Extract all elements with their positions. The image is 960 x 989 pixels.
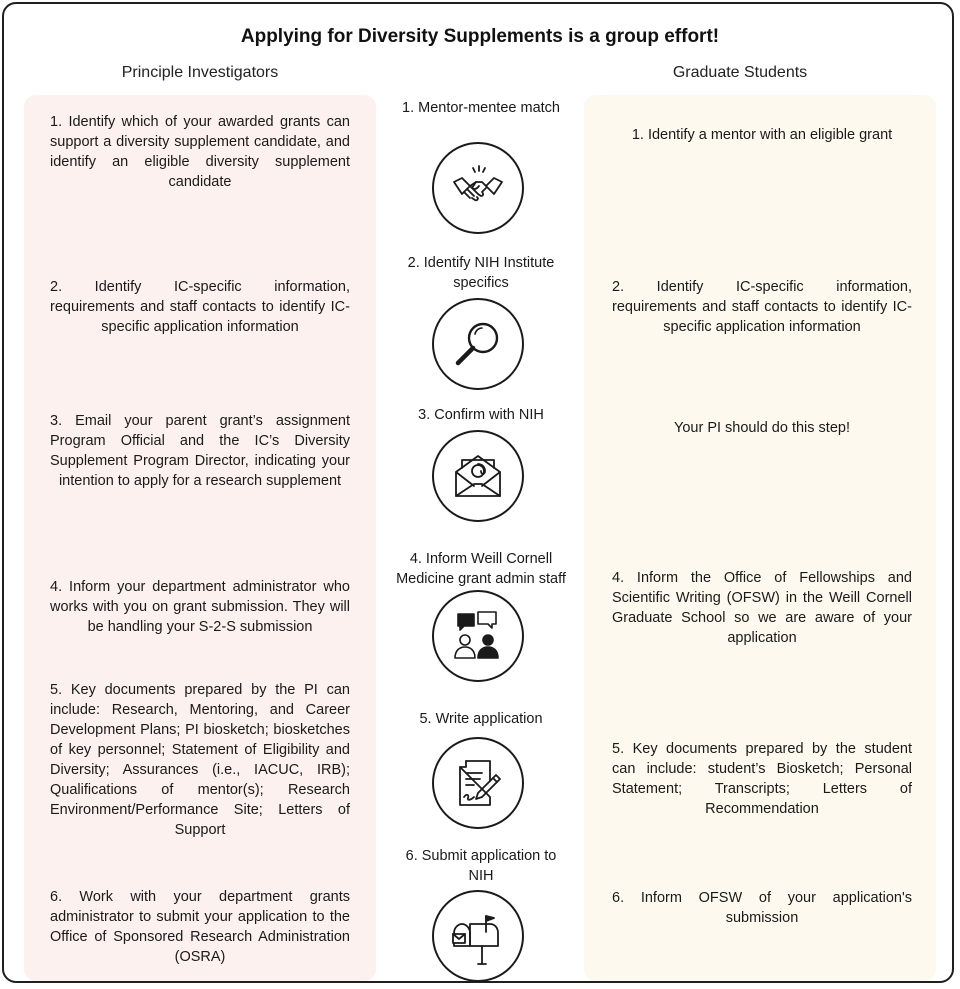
pi-step-4: 4. Inform your department administrator who works with you on grant submission. They will be handling your S-2-S submission xyxy=(50,579,350,635)
document-pen-icon xyxy=(432,737,524,829)
center-step-2-label: 2. Identify NIH Institute specifics xyxy=(407,255,555,291)
grad-step-3: Your PI should do this step! xyxy=(674,420,850,436)
pi-step-6: 6. Work with your department grants administrator to submit your application to the Office of Sponsored Research Administration (OSRA) xyxy=(50,889,350,965)
pi-step-3: 3. Email your parent grant’s assignment Program Official and the IC’s Diversity Supplement Program Director, indicating your intention to apply for a research supplement xyxy=(50,413,350,489)
page-title: Applying for Diversity Supplements is a group effort! xyxy=(240,26,720,47)
grad-step-4: 4. Inform the Office of Fellowships and Scientific Writing (OFSW) in the Weill Cornell Graduate School so we are aware of your application xyxy=(612,570,912,646)
grad-step-1: 1. Identify a mentor with an eligible grant xyxy=(631,127,893,143)
center-step-4-label: 4. Inform Weill Cornell Medicine grant admin staff xyxy=(396,551,566,587)
center-step-5-label: 5. Write application xyxy=(419,711,543,727)
grad-panel xyxy=(584,95,936,981)
magnifier-icon xyxy=(432,298,524,390)
grad-step-2: 2. Identify IC-specific information, requirements and staff contacts to identify IC-specific application information xyxy=(612,279,912,335)
pi-panel xyxy=(24,95,376,981)
pi-step-1: 1. Identify which of your awarded grants can support a diversity supplement candidate, and identify an eligible diversity supplement candidate xyxy=(50,114,350,190)
handshake-icon xyxy=(432,142,524,234)
pi-column-heading: Principle Investigators xyxy=(121,64,279,81)
center-step-3-label: 3. Confirm with NIH xyxy=(418,407,544,423)
center-step-6-label: 6. Submit application to NIH xyxy=(405,848,557,884)
pi-step-5: 5. Key documents prepared by the PI can include: Research, Mentoring, and Career Development Plans; PI biosketch; biosketches of key personnel; Statement of Eligibility and Diversity; Assurances (i.e., IACUC, IRB); Qualifications of mentor(s); Research Environment/Performance Site; Letters of Support xyxy=(50,682,350,838)
grad-step-6: 6. Inform OFSW of your application's submission xyxy=(612,890,912,926)
pi-step-2: 2. Identify IC-specific information, requirements and staff contacts to identify IC-specific application information xyxy=(50,279,350,335)
mailbox-icon xyxy=(432,890,524,982)
center-step-1-label: 1. Mentor-mentee match xyxy=(402,100,560,116)
grad-step-5: 5. Key documents prepared by the student can include: student’s Biosketch; Personal Statement; Transcripts; Letters of Recommendation xyxy=(612,741,912,817)
grad-column-heading: Graduate Students xyxy=(672,64,808,81)
email-envelope-icon xyxy=(432,430,524,522)
people-chat-icon xyxy=(432,590,524,682)
